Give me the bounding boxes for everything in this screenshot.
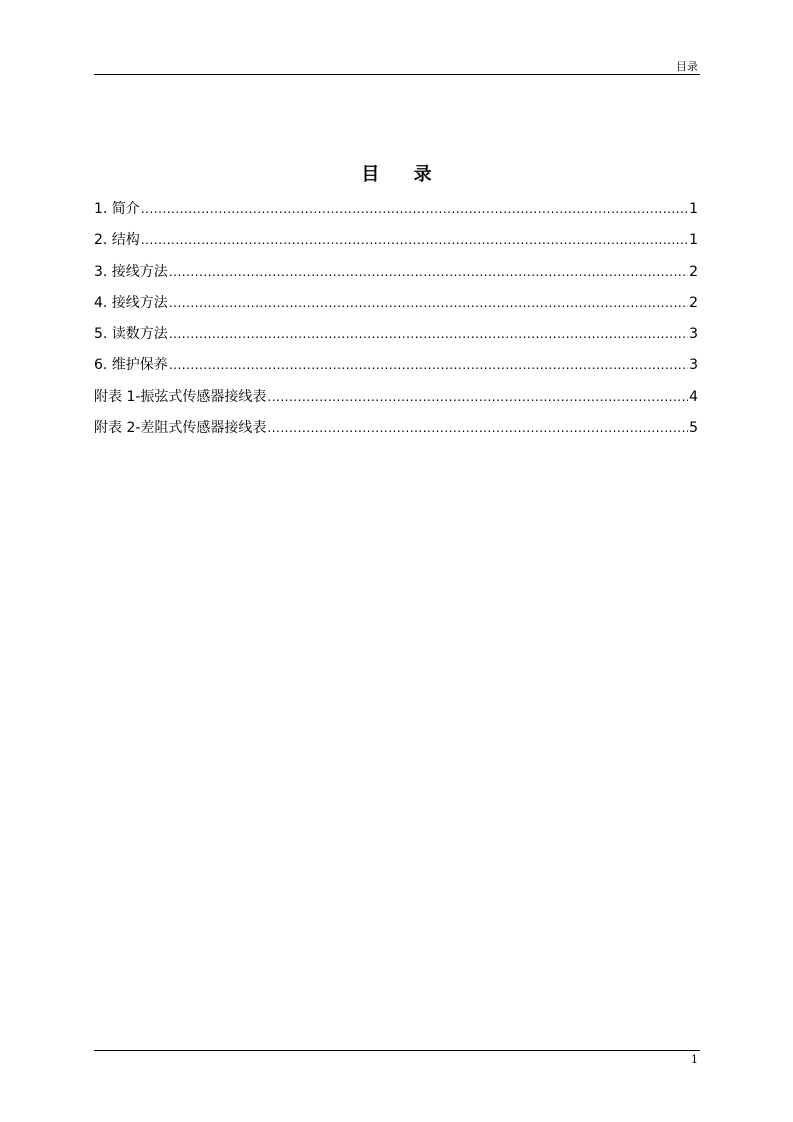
toc-entry-page: 2 [689, 263, 698, 280]
toc-leader-dots [169, 262, 688, 282]
toc-entry-reading-method[interactable] [94, 324, 698, 355]
toc-leader-dots [169, 293, 688, 313]
toc-entry-wiring-method-4[interactable] [94, 293, 698, 324]
toc-title: 目 录 [361, 164, 446, 185]
footer-rule [94, 1050, 700, 1051]
toc-entry-page: 3 [689, 357, 698, 374]
toc-leader-dots [267, 418, 688, 438]
toc-entry-page: 1 [689, 232, 698, 249]
toc-entry-label: 3. 接线方法 [94, 263, 168, 280]
header-rule [94, 74, 700, 75]
toc-entry-page: 4 [689, 388, 698, 405]
toc-leader-dots [169, 324, 688, 344]
toc-leader-dots [267, 387, 688, 407]
toc-entry-page: 1 [689, 201, 698, 217]
toc-entry-appendix-1[interactable] [94, 387, 698, 418]
footer-page-number: 1 [691, 1053, 698, 1066]
toc-entry-appendix-2[interactable] [94, 418, 698, 449]
toc-entry-label: 附表 2-差阻式传感器接线表 [94, 420, 267, 437]
toc-leader-dots [169, 355, 688, 375]
toc-entry-maintenance[interactable] [94, 355, 698, 386]
table-of-contents [94, 199, 698, 449]
toc-entry-structure[interactable] [94, 230, 698, 261]
toc-entry-page: 2 [689, 294, 698, 311]
toc-leader-dots [141, 199, 688, 219]
header-section-title: 目录 [676, 60, 698, 73]
toc-entry-label: 1. 简介 [94, 201, 140, 217]
toc-entry-label: 4. 接线方法 [94, 294, 168, 311]
toc-entry-label: 2. 结构 [94, 232, 140, 249]
toc-entry-wiring-method-3[interactable] [94, 262, 698, 293]
toc-entry-page: 3 [689, 326, 698, 343]
toc-leader-dots [141, 230, 688, 250]
toc-entry-page: 5 [689, 420, 698, 437]
toc-entry-label: 6. 维护保养 [94, 357, 168, 374]
toc-entry-label: 5. 读数方法 [94, 326, 168, 343]
toc-entry-intro[interactable] [94, 199, 698, 230]
toc-entry-label: 附表 1-振弦式传感器接线表 [94, 388, 267, 405]
